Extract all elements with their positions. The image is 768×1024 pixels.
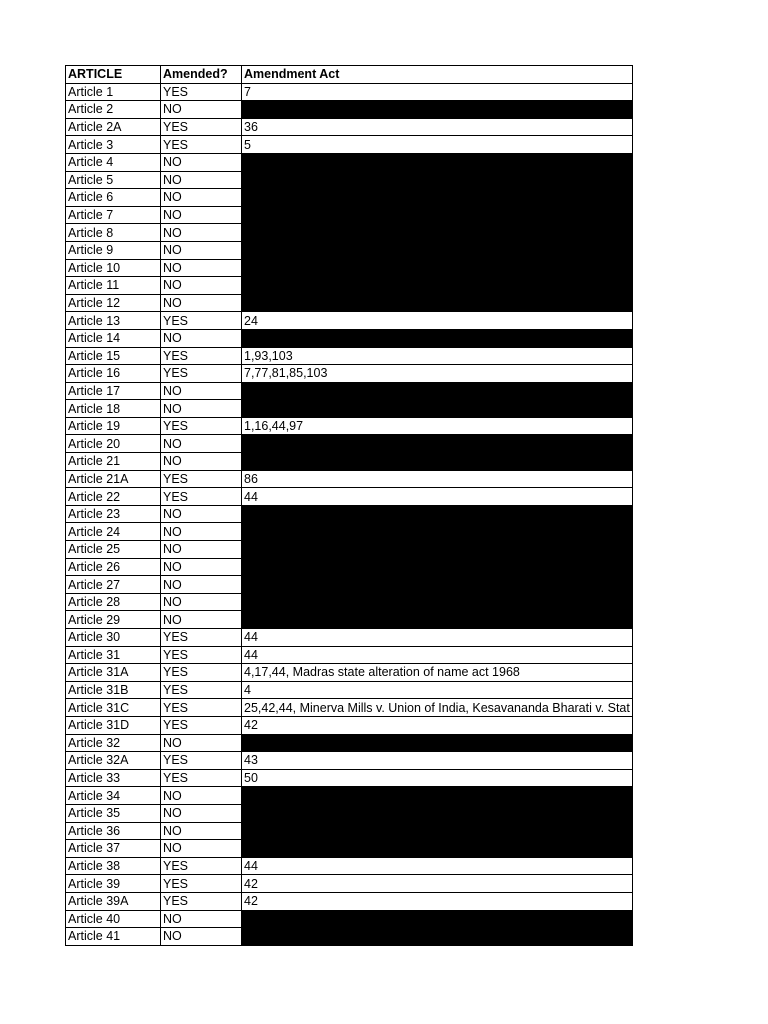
article-cell[interactable]: Article 33 <box>66 769 161 787</box>
amendment-act-cell[interactable]: 42 <box>242 716 633 734</box>
article-cell[interactable]: Article 41 <box>66 928 161 946</box>
article-cell[interactable]: Article 3 <box>66 136 161 154</box>
amendment-act-cell[interactable] <box>242 787 633 805</box>
amendment-act-cell[interactable]: 50 <box>242 769 633 787</box>
table-row <box>66 840 633 858</box>
amended-cell[interactable]: NO <box>161 505 242 523</box>
amended-cell[interactable]: NO <box>161 822 242 840</box>
amended-cell[interactable]: NO <box>161 294 242 312</box>
amendment-act-cell[interactable]: 1,93,103 <box>242 347 633 365</box>
amended-cell[interactable]: YES <box>161 769 242 787</box>
amended-cell[interactable]: NO <box>161 523 242 541</box>
table-row <box>66 347 633 365</box>
amendment-act-cell[interactable] <box>242 558 633 576</box>
table-row <box>66 488 633 506</box>
table-row <box>66 822 633 840</box>
amended-cell[interactable]: YES <box>161 699 242 717</box>
amended-cell[interactable]: NO <box>161 611 242 629</box>
amendment-act-cell[interactable]: 42 <box>242 875 633 893</box>
header-row <box>66 66 633 84</box>
amended-cell[interactable]: YES <box>161 752 242 770</box>
table-row <box>66 505 633 523</box>
amendment-act-cell[interactable] <box>242 329 633 347</box>
table-row <box>66 382 633 400</box>
table-row <box>66 83 633 101</box>
amendment-act-cell[interactable] <box>242 259 633 277</box>
table-row <box>66 400 633 418</box>
table-row <box>66 101 633 119</box>
amended-cell[interactable]: NO <box>161 153 242 171</box>
table-row <box>66 153 633 171</box>
amendments-table <box>65 65 633 946</box>
article-cell[interactable]: Article 11 <box>66 277 161 295</box>
table-row <box>66 664 633 682</box>
table-row <box>66 206 633 224</box>
article-cell[interactable]: Article 32 <box>66 734 161 752</box>
amendment-act-cell[interactable]: 4 <box>242 681 633 699</box>
amendment-act-cell[interactable]: 7,77,81,85,103 <box>242 365 633 383</box>
table-row <box>66 118 633 136</box>
amendment-act-cell[interactable] <box>242 189 633 207</box>
article-cell[interactable]: Article 27 <box>66 576 161 594</box>
amendment-act-cell[interactable] <box>242 611 633 629</box>
amended-cell[interactable]: NO <box>161 171 242 189</box>
article-cell[interactable]: Article 2A <box>66 118 161 136</box>
article-cell[interactable]: Article 22 <box>66 488 161 506</box>
table-row <box>66 417 633 435</box>
amendment-act-cell[interactable] <box>242 822 633 840</box>
table-row <box>66 611 633 629</box>
article-cell[interactable]: Article 28 <box>66 593 161 611</box>
amendment-act-cell[interactable] <box>242 576 633 594</box>
article-cell[interactable]: Article 30 <box>66 629 161 647</box>
amended-cell[interactable]: NO <box>161 734 242 752</box>
article-cell[interactable]: Article 24 <box>66 523 161 541</box>
article-cell[interactable]: Article 7 <box>66 206 161 224</box>
article-cell[interactable]: Article 16 <box>66 365 161 383</box>
table-row <box>66 752 633 770</box>
table-row <box>66 734 633 752</box>
table-row <box>66 259 633 277</box>
table-row <box>66 224 633 242</box>
article-cell[interactable]: Article 15 <box>66 347 161 365</box>
amended-cell[interactable]: NO <box>161 453 242 471</box>
amended-cell[interactable]: YES <box>161 646 242 664</box>
amendment-act-cell[interactable]: 43 <box>242 752 633 770</box>
amended-cell[interactable]: YES <box>161 470 242 488</box>
amended-cell[interactable]: NO <box>161 241 242 259</box>
amended-cell[interactable]: YES <box>161 312 242 330</box>
article-cell[interactable]: Article 10 <box>66 259 161 277</box>
amended-cell[interactable]: YES <box>161 629 242 647</box>
table-row <box>66 716 633 734</box>
article-cell[interactable]: Article 14 <box>66 329 161 347</box>
table-row <box>66 136 633 154</box>
amended-cell[interactable]: NO <box>161 435 242 453</box>
amended-cell[interactable]: NO <box>161 206 242 224</box>
amendment-act-cell[interactable]: 25,42,44, Minerva Mills v. Union of India, Kesavananda Bharati v. Stat <box>242 699 633 717</box>
amendment-act-cell[interactable]: 86 <box>242 470 633 488</box>
amendment-act-cell[interactable] <box>242 171 633 189</box>
article-cell[interactable]: Article 2 <box>66 101 161 119</box>
table-body <box>66 83 633 945</box>
article-cell[interactable]: Article 23 <box>66 505 161 523</box>
amendment-act-cell[interactable] <box>242 505 633 523</box>
article-cell[interactable]: Article 37 <box>66 840 161 858</box>
amended-cell[interactable]: NO <box>161 259 242 277</box>
amended-cell[interactable]: NO <box>161 101 242 119</box>
amended-cell[interactable]: NO <box>161 910 242 928</box>
header-article[interactable]: ARTICLE <box>66 66 161 84</box>
amended-cell[interactable]: YES <box>161 681 242 699</box>
table-row <box>66 541 633 559</box>
amended-cell[interactable]: NO <box>161 224 242 242</box>
amended-cell[interactable]: YES <box>161 83 242 101</box>
table-row <box>66 312 633 330</box>
amendment-act-cell[interactable] <box>242 224 633 242</box>
article-cell[interactable]: Article 19 <box>66 417 161 435</box>
amendment-act-cell[interactable]: 44 <box>242 646 633 664</box>
amended-cell[interactable]: YES <box>161 875 242 893</box>
amendment-act-cell[interactable]: 44 <box>242 488 633 506</box>
article-cell[interactable]: Article 36 <box>66 822 161 840</box>
amendment-act-cell[interactable] <box>242 840 633 858</box>
article-cell[interactable]: Article 1 <box>66 83 161 101</box>
table-row <box>66 365 633 383</box>
amendment-act-cell[interactable] <box>242 523 633 541</box>
table-row <box>66 189 633 207</box>
amended-cell[interactable]: NO <box>161 928 242 946</box>
table-row <box>66 453 633 471</box>
article-cell[interactable]: Article 34 <box>66 787 161 805</box>
amended-cell[interactable]: NO <box>161 576 242 594</box>
table-row <box>66 787 633 805</box>
table-row <box>66 910 633 928</box>
article-cell[interactable]: Article 39 <box>66 875 161 893</box>
table-row <box>66 277 633 295</box>
table-row <box>66 329 633 347</box>
amended-cell[interactable]: NO <box>161 787 242 805</box>
article-cell[interactable]: Article 4 <box>66 153 161 171</box>
table-row <box>66 576 633 594</box>
table-row <box>66 857 633 875</box>
amendment-act-cell[interactable] <box>242 277 633 295</box>
amendment-act-cell[interactable] <box>242 435 633 453</box>
amendment-act-cell[interactable] <box>242 804 633 822</box>
amended-cell[interactable]: YES <box>161 716 242 734</box>
header-amended[interactable]: Amended? <box>161 66 242 84</box>
table-row <box>66 699 633 717</box>
amended-cell[interactable]: NO <box>161 382 242 400</box>
article-cell[interactable]: Article 20 <box>66 435 161 453</box>
amendment-act-cell[interactable]: 7 <box>242 83 633 101</box>
amendment-act-cell[interactable]: 24 <box>242 312 633 330</box>
amendment-act-cell[interactable] <box>242 241 633 259</box>
amended-cell[interactable]: YES <box>161 347 242 365</box>
amended-cell[interactable]: NO <box>161 558 242 576</box>
table-row <box>66 769 633 787</box>
table-row <box>66 629 633 647</box>
amended-cell[interactable]: NO <box>161 277 242 295</box>
amendment-act-cell[interactable]: 5 <box>242 136 633 154</box>
amended-cell[interactable]: YES <box>161 365 242 383</box>
amendment-act-cell[interactable] <box>242 153 633 171</box>
amendment-act-cell[interactable] <box>242 928 633 946</box>
amendment-act-cell[interactable] <box>242 101 633 119</box>
amendment-act-cell[interactable] <box>242 382 633 400</box>
amended-cell[interactable]: NO <box>161 400 242 418</box>
amended-cell[interactable]: YES <box>161 857 242 875</box>
article-cell[interactable]: Article 40 <box>66 910 161 928</box>
article-cell[interactable]: Article 18 <box>66 400 161 418</box>
amendment-act-cell[interactable]: 42 <box>242 892 633 910</box>
amendment-act-cell[interactable] <box>242 453 633 471</box>
article-cell[interactable]: Article 35 <box>66 804 161 822</box>
article-cell[interactable]: Article 13 <box>66 312 161 330</box>
amendment-act-cell[interactable] <box>242 294 633 312</box>
amendment-act-cell[interactable]: 44 <box>242 857 633 875</box>
amendment-act-cell[interactable] <box>242 206 633 224</box>
amendment-act-cell[interactable]: 36 <box>242 118 633 136</box>
amended-cell[interactable]: NO <box>161 840 242 858</box>
table-row <box>66 470 633 488</box>
article-cell[interactable]: Article 25 <box>66 541 161 559</box>
amendment-act-cell[interactable] <box>242 400 633 418</box>
article-cell[interactable]: Article 21A <box>66 470 161 488</box>
amended-cell[interactable]: YES <box>161 488 242 506</box>
table-row <box>66 646 633 664</box>
article-cell[interactable]: Article 21 <box>66 453 161 471</box>
article-cell[interactable]: Article 5 <box>66 171 161 189</box>
article-cell[interactable]: Article 6 <box>66 189 161 207</box>
amended-cell[interactable]: NO <box>161 541 242 559</box>
table-row <box>66 435 633 453</box>
amended-cell[interactable]: NO <box>161 804 242 822</box>
table-row <box>66 804 633 822</box>
article-cell[interactable]: Article 39A <box>66 892 161 910</box>
amended-cell[interactable]: YES <box>161 664 242 682</box>
amendment-act-cell[interactable] <box>242 541 633 559</box>
table-row <box>66 241 633 259</box>
amended-cell[interactable]: NO <box>161 329 242 347</box>
article-cell[interactable]: Article 8 <box>66 224 161 242</box>
table-row <box>66 928 633 946</box>
amendment-act-cell[interactable] <box>242 910 633 928</box>
amended-cell[interactable]: YES <box>161 136 242 154</box>
table-row <box>66 558 633 576</box>
article-cell[interactable]: Article 9 <box>66 241 161 259</box>
amended-cell[interactable]: YES <box>161 417 242 435</box>
amended-cell[interactable]: YES <box>161 892 242 910</box>
article-cell[interactable]: Article 12 <box>66 294 161 312</box>
article-cell[interactable]: Article 38 <box>66 857 161 875</box>
table-row <box>66 875 633 893</box>
article-cell[interactable]: Article 31D <box>66 716 161 734</box>
amendment-act-cell[interactable]: 1,16,44,97 <box>242 417 633 435</box>
table-row <box>66 593 633 611</box>
table-row <box>66 681 633 699</box>
header-amendment-act[interactable]: Amendment Act <box>242 66 633 84</box>
article-cell[interactable]: Article 17 <box>66 382 161 400</box>
table-row <box>66 171 633 189</box>
amendment-act-cell[interactable]: 4,17,44, Madras state alteration of name act 1968 <box>242 664 633 682</box>
amendment-act-cell[interactable] <box>242 593 633 611</box>
article-cell[interactable]: Article 29 <box>66 611 161 629</box>
article-cell[interactable]: Article 32A <box>66 752 161 770</box>
article-cell[interactable]: Article 26 <box>66 558 161 576</box>
article-cell[interactable]: Article 31C <box>66 699 161 717</box>
amended-cell[interactable]: YES <box>161 118 242 136</box>
article-cell[interactable]: Article 31B <box>66 681 161 699</box>
article-cell[interactable]: Article 31A <box>66 664 161 682</box>
amended-cell[interactable]: NO <box>161 593 242 611</box>
amendment-act-cell[interactable] <box>242 734 633 752</box>
amendment-act-cell[interactable]: 44 <box>242 629 633 647</box>
table-row <box>66 523 633 541</box>
table-row <box>66 294 633 312</box>
amended-cell[interactable]: NO <box>161 189 242 207</box>
table-header <box>66 66 633 84</box>
table-row <box>66 892 633 910</box>
article-cell[interactable]: Article 31 <box>66 646 161 664</box>
